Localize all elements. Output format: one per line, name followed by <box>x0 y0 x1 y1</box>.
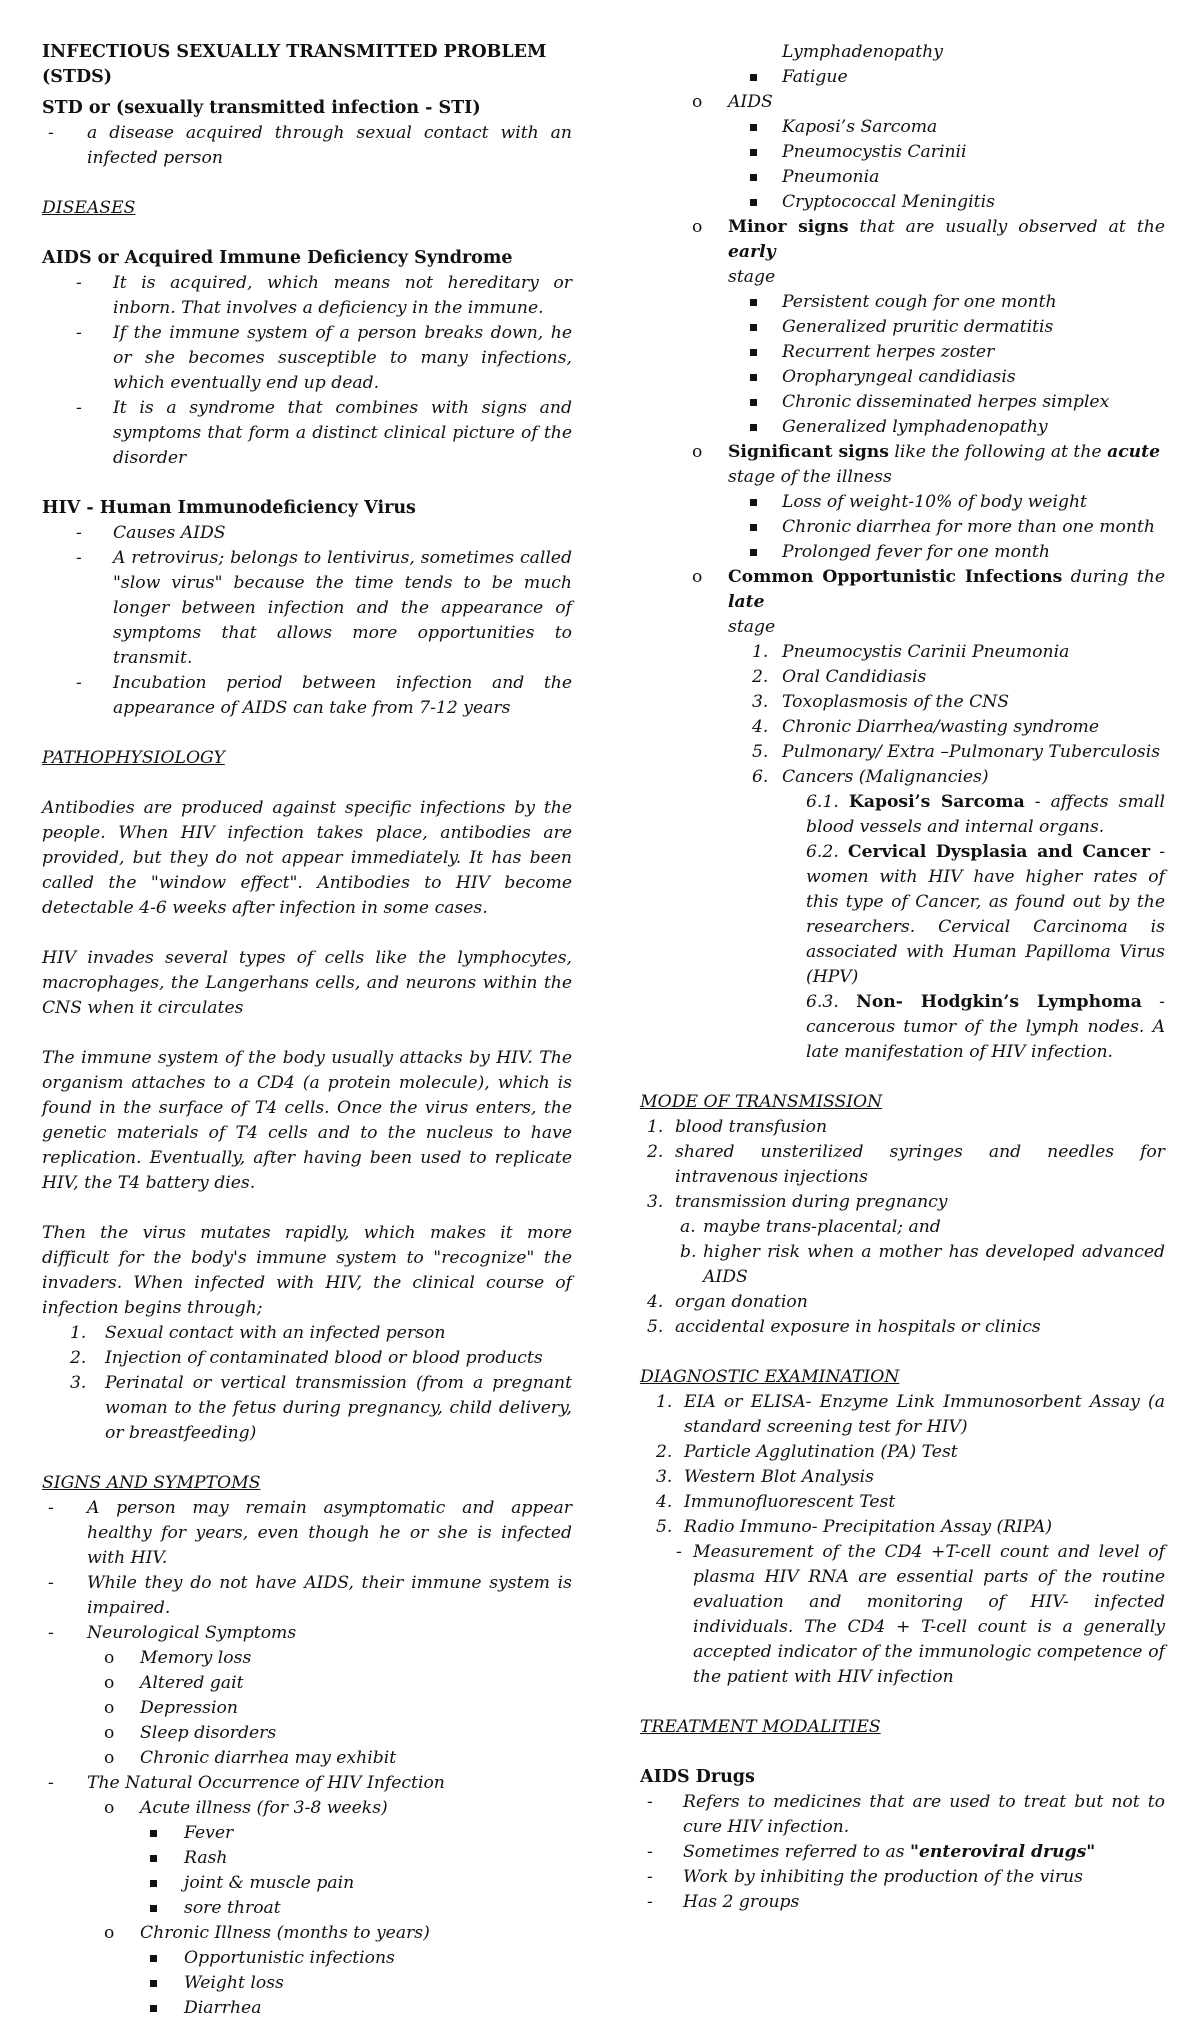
list-item: - Incubation period between infection and the appearance of AIDS can take from 7-12 years <box>76 673 572 718</box>
list-item: o Memory loss <box>104 1648 252 1668</box>
list-item: o Altered gait <box>104 1673 244 1693</box>
list-item: a. maybe trans-placental; and <box>680 1217 941 1237</box>
list-item: sore throat <box>42 1896 572 1921</box>
list-item: Persistent cough for one month <box>640 290 1165 315</box>
diseases-heading: DISEASES <box>42 198 136 218</box>
aids-heading: AIDS or Acquired Immune Deficiency Syndrome <box>42 248 513 268</box>
list-item: Chronic diarrhea for more than one month <box>640 515 1165 540</box>
list-item: Pneumonia <box>640 165 1165 190</box>
mode-of-transmission-heading: MODE OF TRANSMISSION <box>640 1092 883 1112</box>
std-definition: - a disease acquired through sexual contact with an infected person <box>48 123 572 168</box>
paragraph: The immune system of the body usually attacks by HIV. The organism attaches to a CD4 (a protein molecule), which is found in the surface of T4 cells. Once the virus enters, the genetic materials of T4 cells and to the nucleus to have replication. Eventually, after having been used to replicate HIV, the T4 battery dies. <box>42 1048 572 1193</box>
pathophysiology-heading: PATHOPHYSIOLOGY <box>42 748 225 768</box>
list-item: - Causes AIDS <box>76 523 226 543</box>
common-infections-item: o Common Opportunistic Infections during the late stage <box>692 567 1165 637</box>
list-item: Oropharyngeal candidiasis <box>640 365 1165 390</box>
std-heading: STD or (sexually transmitted infection - STI) <box>42 98 481 118</box>
list-item: 3. Western Blot Analysis <box>656 1467 875 1487</box>
list-item: - It is a syndrome that combines with signs and symptoms that form a distinct clinical picture of the disorder <box>76 398 572 468</box>
list-item: - The Natural Occurrence of HIV Infection <box>48 1773 445 1793</box>
list-item: 5. accidental exposure in hospitals or clinics <box>647 1317 1041 1337</box>
list-item: Prolonged fever for one month <box>640 540 1165 565</box>
list-item: 2. Injection of contaminated blood or blood products <box>70 1348 543 1368</box>
treatment-modalities-heading: TREATMENT MODALITIES <box>640 1717 881 1737</box>
aids-drugs-heading: AIDS Drugs <box>640 1767 755 1787</box>
signs-symptoms-heading: SIGNS AND SYMPTOMS <box>42 1473 261 1493</box>
list-item: Generalized lymphadenopathy <box>640 415 1165 440</box>
list-item: - Sometimes referred to as "enteroviral drugs" <box>647 1842 1096 1862</box>
list-item: - A person may remain asymptomatic and appear healthy for years, even though he or she is infected with HIV. <box>48 1498 572 1568</box>
list-item: - If the immune system of a person breaks down, he or she becomes susceptible to many infections, which eventually end up dead. <box>76 323 572 393</box>
cancer-item: 6.3. Non- Hodgkin’s Lymphoma - cancerous tumor of the lymph nodes. A late manifestation of HIV infection. <box>806 992 1165 1062</box>
list-item: o Sleep disorders <box>104 1723 277 1743</box>
list-item: 2. Oral Candidiasis <box>752 667 927 687</box>
cancer-item: 6.2. Cervical Dysplasia and Cancer - women with HIV have higher rates of this type of Cancer, as found out by the researchers. Cervical Carcinoma is associated with Human Papilloma Virus (HPV) <box>806 842 1166 987</box>
paragraph: HIV invades several types of cells like the lymphocytes, macrophages, the Langerhans cells, and neurons within the CNS when it circulates <box>42 948 572 1018</box>
list-item: Kaposi’s Sarcoma <box>640 115 1165 140</box>
list-item: o AIDS <box>692 92 773 112</box>
list-item: Diarrhea <box>42 1996 572 2021</box>
list-item: 2. shared unsterilized syringes and needles for intravenous injections <box>647 1142 1165 1187</box>
right-column <box>640 40 1165 1915</box>
diagnostic-examination-heading: DIAGNOSTIC EXAMINATION <box>640 1367 900 1387</box>
list-item: Rash <box>42 1846 572 1871</box>
list-item: - Work by inhibiting the production of the virus <box>647 1867 1083 1887</box>
minor-signs-item: o Minor signs that are usually observed at the early stage <box>692 217 1165 287</box>
list-item: Cryptococcal Meningitis <box>640 190 1165 215</box>
significant-signs-item: o Significant signs like the following at the acute stage of the illness <box>692 442 1161 487</box>
list-item: 4. Immunofluorescent Test <box>656 1492 896 1512</box>
paragraph: Antibodies are produced against specific infections by the people. When HIV infection takes place, antibodies are provided, but they do not appear immediately. It has been called the "window effect". Antibodies to HIV become detectable 4-6 weeks after infection in some cases. <box>42 798 572 918</box>
list-item: Lymphadenopathy <box>782 42 943 62</box>
list-item: Pneumocystis Carinii <box>640 140 1165 165</box>
list-item: o Acute illness (for 3-8 weeks) <box>104 1798 388 1818</box>
document-title: INFECTIOUS SEXUALLY TRANSMITTED PROBLEM (STDS) <box>42 42 547 87</box>
left-column <box>42 40 572 2021</box>
list-item: 3. Toxoplasmosis of the CNS <box>752 692 1010 712</box>
list-item: 5. Radio Immuno- Precipitation Assay (RIPA) <box>656 1517 1053 1537</box>
list-item: 2. Particle Agglutination (PA) Test <box>656 1442 958 1462</box>
list-item: 3. Perinatal or vertical transmission (from a pregnant woman to the fetus during pregnancy, child delivery, or breastfeeding) <box>70 1373 572 1443</box>
list-item: Chronic disseminated herpes simplex <box>640 390 1165 415</box>
list-item: - Measurement of the CD4 +T-cell count and level of plasma HIV RNA are essential parts of the routine evaluation and monitoring of HIV- infected individuals. The CD4 + T-cell count is a generally accepted indicator of the immunologic competence of the patient with HIV infection <box>676 1542 1165 1687</box>
paragraph: Then the virus mutates rapidly, which makes it more difficult for the body's immune system to "recognize" the invaders. When infected with HIV, the clinical course of infection begins through; <box>42 1223 572 1318</box>
list-item: 1. EIA or ELISA- Enzyme Link Immunosorbent Assay (a standard screening test for HIV) <box>656 1392 1165 1437</box>
list-item: 6. Cancers (Malignancies) <box>752 767 989 787</box>
list-item: Fever <box>42 1821 572 1846</box>
list-item: - Refers to medicines that are used to treat but not to cure HIV infection. <box>647 1792 1165 1837</box>
list-item: - Neurological Symptoms <box>48 1623 297 1643</box>
list-item: 4. Chronic Diarrhea/wasting syndrome <box>752 717 1100 737</box>
list-item: - It is acquired, which means not hereditary or inborn. That involves a deficiency in the immune. <box>76 273 572 318</box>
list-item: 1. blood transfusion <box>647 1117 828 1137</box>
list-item: o Chronic diarrhea may exhibit <box>104 1748 397 1768</box>
list-item: o Depression <box>104 1698 238 1718</box>
list-item: Generalized pruritic dermatitis <box>640 315 1165 340</box>
list-item: 1. Pneumocystis Carinii Pneumonia <box>752 642 1070 662</box>
list-item: Weight loss <box>42 1971 572 1996</box>
list-item: - While they do not have AIDS, their immune system is impaired. <box>48 1573 572 1618</box>
list-item: Loss of weight-10% of body weight <box>640 490 1165 515</box>
hiv-heading: HIV - Human Immunodeficiency Virus <box>42 498 416 518</box>
list-item: 1. Sexual contact with an infected person <box>70 1323 446 1343</box>
list-item: b. higher risk when a mother has developed advanced AIDS <box>680 1242 1165 1287</box>
list-item: joint & muscle pain <box>42 1871 572 1896</box>
list-item: 5. Pulmonary/ Extra –Pulmonary Tuberculosis <box>752 742 1161 762</box>
list-item: 3. transmission during pregnancy <box>647 1192 948 1212</box>
list-item: Fatigue <box>640 65 1165 90</box>
list-item: - Has 2 groups <box>647 1892 800 1912</box>
list-item: - A retrovirus; belongs to lentivirus, sometimes called "slow virus" because the time tends to be much longer between infection and the appearance of symptoms that allows more opportunities to transmit. <box>76 548 572 668</box>
list-item: Opportunistic infections <box>42 1946 572 1971</box>
list-item: Recurrent herpes zoster <box>640 340 1165 365</box>
list-item: o Chronic Illness (months to years) <box>104 1923 430 1943</box>
cancer-item: 6.1. Kaposi’s Sarcoma - affects small blood vessels and internal organs. <box>806 792 1166 837</box>
list-item: 4. organ donation <box>647 1292 808 1312</box>
